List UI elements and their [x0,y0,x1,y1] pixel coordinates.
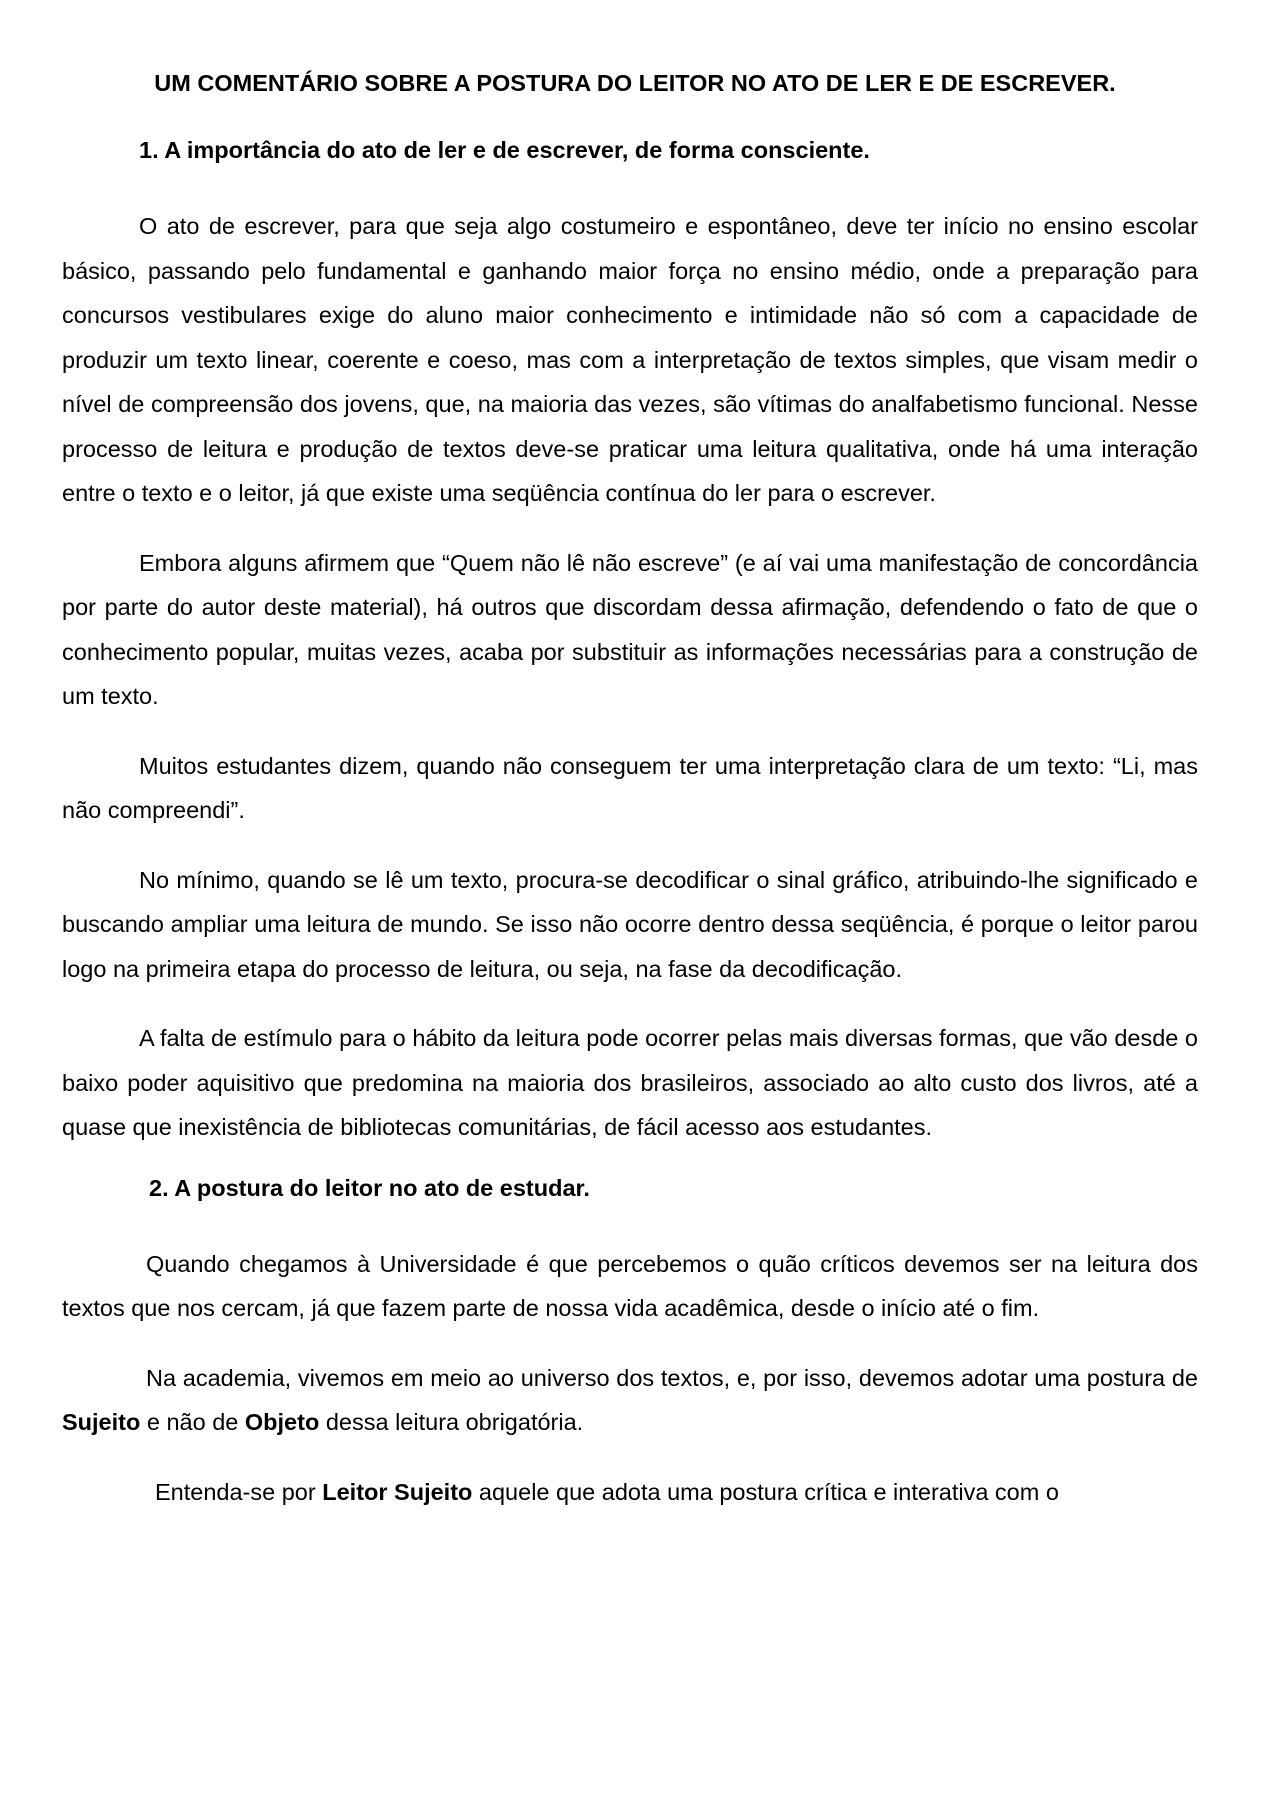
paragraph-8-text-b: aquele que adota uma postura crítica e interativa com o [472,1478,1059,1505]
paragraph-2: Embora alguns afirmem que “Quem não lê não escreve” (e aí vai uma manifestação de concordância por parte do autor deste material), há outros que discordam dessa afirmação, defendendo o fato de que o conhecimento popular, muitas vezes, acaba por substituir as informações necessárias para a construção de um texto. [62,549,1198,709]
paragraph-7-text-a: Na academia, vivemos em meio ao universo dos textos, e, por isso, devemos adotar uma postura de [146,1364,1198,1391]
paragraph-8 [62,1470,1198,1515]
paragraph-6: Quando chegamos à Universidade é que percebemos o quão críticos devemos ser na leitura dos textos que nos cercam, já que fazem parte de nossa vida acadêmica, desde o início até o fim. [62,1250,1198,1321]
paragraph-7-text-b: e não de [140,1409,245,1435]
section-1-heading: 1. A importância do ato de ler e de escrever, de forma consciente. [139,137,870,163]
paragraph-3: Muitos estudantes dizem, quando não conseguem ter uma interpretação clara de um texto: “Li, mas não compreendi”. [62,752,1198,823]
paragraph-7-text-c: dessa leitura obrigatória. [319,1409,584,1435]
term-objeto: Objeto [244,1409,320,1435]
document-title: UM COMENTÁRIO SOBRE A POSTURA DO LEITOR NO ATO DE LER E DE ESCREVER. [154,70,1116,96]
paragraph-8-text-a: Entenda-se por [155,1478,323,1505]
paragraph-5: A falta de estímulo para o hábito da leitura pode ocorrer pelas mais diversas formas, que vão desde o baixo poder aquisitivo que predomina na maioria dos brasileiros, associado ao alto custo dos livros, até a quase que inexistência de bibliotecas comunitárias, de fácil acesso aos estudantes. [62,1025,1198,1140]
section-2-heading: 2. A postura do leitor no ato de estudar. [149,1174,590,1201]
paragraph-4: No mínimo, quando se lê um texto, procura-se decodificar o sinal gráfico, atribuindo-lhe significado e buscando ampliar uma leitura de mundo. Se isso não ocorre dentro dessa seqüência, é porque o leitor parou logo na primeira etapa do processo de leitura, ou seja, na fase da decodificação. [62,866,1198,982]
paragraph-1: O ato de escrever, para que seja algo costumeiro e espontâneo, deve ter início no ensino escolar básico, passando pelo fundamental e ganhando maior força no ensino médio, onde a preparação para concursos vestibulares exige do aluno maior conhecimento e intimidade não só com a capacidade de produzir um texto linear, coerente e coeso, mas com a interpretação de textos simples, que visam medir o nível de compreensão dos jovens, que, na maioria das vezes, são vítimas do analfabetismo funcional. Nesse processo de leitura e produção de textos deve-se praticar uma leitura qualitativa, onde há uma interação entre o texto e o leitor, já que existe uma seqüência contínua do ler para o escrever. [62,213,1198,506]
term-sujeito: Sujeito [62,1409,141,1435]
paragraph-7 [62,1356,1198,1445]
term-leitor-sujeito: Leitor Sujeito [322,1478,473,1505]
